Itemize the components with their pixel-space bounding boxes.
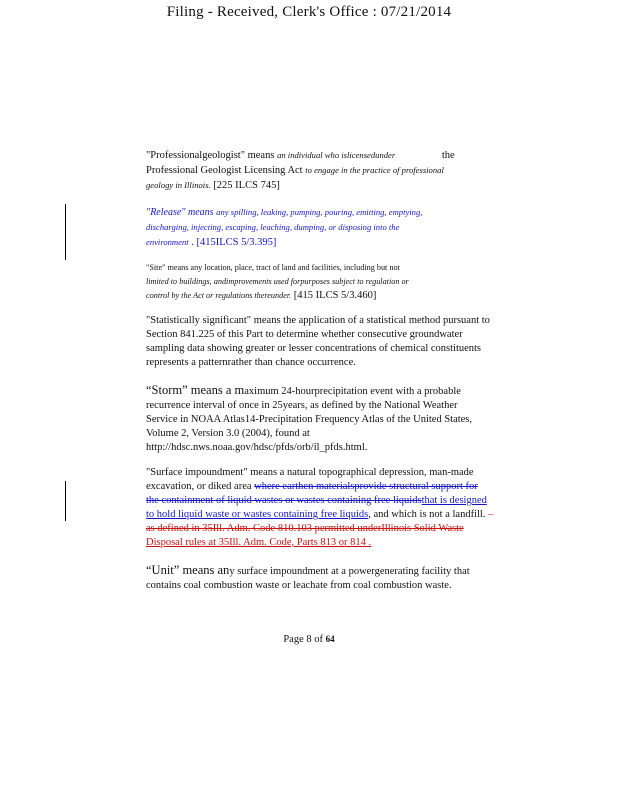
definition-surface-impoundment (146, 466, 542, 550)
definition-text: any spilling, leaking, pumping, pouring, emitting, emptying, (216, 207, 423, 217)
definition-text: "Site" means any location, place, tract of land and facilities, including but not (146, 263, 400, 272)
page-number (0, 634, 618, 645)
definition-storm (146, 383, 542, 455)
definition-text: the (441, 150, 455, 161)
definition-text: , and which is not a landfill. (368, 509, 486, 520)
term-text: “Storm” means a m (146, 383, 245, 397)
definition-text: excavation, or diked area (146, 481, 252, 492)
inserted-text: that is designed (421, 495, 487, 506)
definition-unit (146, 563, 542, 593)
definition-text: Service in NOAA Atlas14-Precipitation Frequency Atlas of the United States, (146, 414, 473, 425)
definition-text: discharging, injecting, escaping, leaching, dumping, or disposing into the (146, 222, 400, 232)
definition-text: sampling data showing greater or lesser concentrations of chemical constituents (146, 343, 482, 354)
revision-bar (65, 481, 66, 521)
definition-text: environment (146, 237, 189, 247)
definition-professional-geologist (146, 148, 542, 193)
page-total: 64 (325, 634, 335, 644)
page-of: of (314, 634, 324, 645)
definition-text: "Surface impoundment" means a natural topographical depression, man-made (146, 467, 474, 478)
inserted-text: to hold liquid waste or wastes containing free liquids (146, 509, 369, 520)
inserted-text: Disposal rules at 35Ill. Adm. Code, Parts 813 or 814 . (146, 537, 372, 548)
term-text: "Release" means (146, 207, 214, 218)
definition-text: represents a patternrather than chance occurrence. (146, 357, 356, 368)
definition-text: aximum 24-hourprecipitation event with a probable (244, 386, 461, 397)
definition-statistically-significant (146, 314, 542, 370)
term-text: "Professionalgeologist" means (146, 150, 275, 161)
url-text: http://hdsc.nws.noaa.gov/hdsc/pfds/orb/il_pfds.html. (146, 442, 368, 453)
citation: . [415ILCS 5/3.395] (191, 237, 277, 248)
definition-text: to engage in the practice of professional (305, 165, 444, 175)
filing-header: Filing - Received, Clerk's Office : 07/21/2014 (166, 4, 452, 20)
definition-release (146, 205, 542, 250)
definition-text: contains coal combustion waste or leachate from coal combustion waste. (146, 580, 452, 591)
definition-site (146, 261, 542, 303)
deleted-text: the containment of liquid wastes or wastes containing free liquids (146, 495, 422, 506)
definition-text: geology in Illinois. (146, 180, 211, 190)
deleted-text: – (485, 509, 494, 520)
page-label: Page (283, 634, 304, 645)
definition-text: "Statistically significant" means the application of a statistical method pursuant to (146, 315, 490, 326)
citation: [415 ILCS 5/3.460] (293, 290, 377, 301)
definition-text: Professional Geologist Licensing Act (146, 165, 303, 176)
definition-text: y surface impoundment at a powergenerating facility that (229, 566, 470, 577)
definition-text: Section 841.225 of this Part to determine whether consecutive groundwater (146, 329, 463, 340)
definition-text: limited to buildings, andimprovements used forpurposes subject to regulation or (146, 277, 409, 286)
deleted-text: where earthen materialsprovide structural support for (254, 481, 478, 492)
definition-text: control by the Act or regulations thereunder. (146, 291, 292, 300)
definition-text: Volume 2, Version 3.0 (2004), found at (146, 428, 310, 439)
revision-bar (65, 204, 66, 260)
page-num: 8 (306, 634, 312, 645)
citation: [225 ILCS 745] (213, 180, 280, 191)
definition-text: recurrence interval of once in 25years, as defined by the National Weather (146, 400, 458, 411)
definition-text: an individual who islicensedunder (277, 150, 396, 160)
deleted-text: as defined in 35Ill. Adm. Code 810.103 permitted underIllinois Solid Waste (146, 523, 464, 534)
term-text: “Unit” means an (146, 563, 230, 577)
